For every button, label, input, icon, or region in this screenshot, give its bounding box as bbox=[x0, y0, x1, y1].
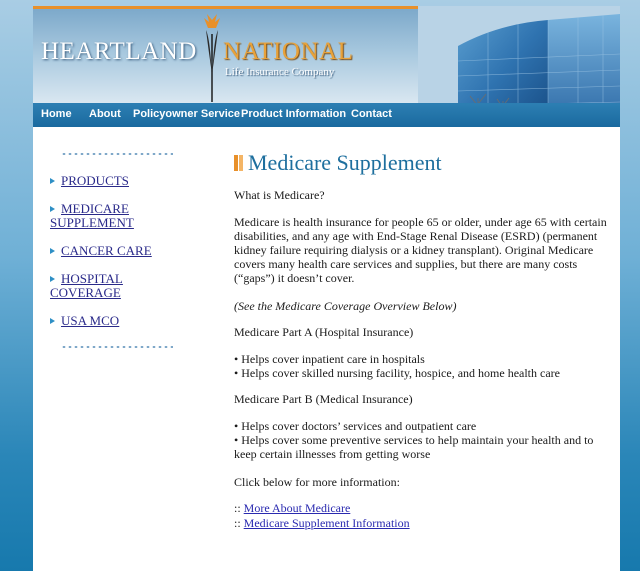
sidebar-item-cancer-care[interactable] bbox=[50, 244, 152, 258]
sidebar-item-label: MEDICARE SUPPLEMENT bbox=[50, 201, 134, 230]
nav-policyowner-service[interactable]: Policyowner Service bbox=[133, 108, 240, 120]
sidebar-item-label: HOSPITAL COVERAGE bbox=[50, 271, 123, 300]
nav-contact[interactable]: Contact bbox=[351, 108, 392, 120]
sidebar-item-hospital-coverage[interactable] bbox=[50, 272, 150, 300]
header-banner bbox=[33, 6, 620, 103]
office-building-image bbox=[418, 6, 620, 103]
nav-home[interactable]: Home bbox=[41, 108, 72, 120]
wheat-logo-icon bbox=[199, 14, 225, 103]
sidebar-item-medicare-supplement[interactable] bbox=[50, 202, 160, 230]
part-b-heading: Medicare Part B (Medical Insurance) bbox=[234, 392, 413, 406]
overview-note: (See the Medicare Coverage Overview Below) bbox=[234, 299, 457, 313]
click-below-text: Click below for more information: bbox=[234, 475, 400, 489]
more-about-medicare-link[interactable]: More About Medicare bbox=[243, 501, 351, 515]
page-title: Medicare Supplement bbox=[248, 150, 442, 175]
what-is-medicare-heading: What is Medicare? bbox=[234, 188, 325, 202]
arrow-bullet-icon bbox=[50, 178, 55, 184]
part-a-bullet: • Helps cover skilled nursing facility, hospice, and home health care bbox=[234, 366, 560, 380]
sidebar-divider-top bbox=[61, 153, 173, 155]
sidebar-item-label: PRODUCTS bbox=[61, 173, 129, 188]
more-info-link-row bbox=[234, 501, 610, 515]
sidebar-item-usa-mco[interactable] bbox=[50, 314, 119, 328]
nav-about[interactable]: About bbox=[89, 108, 121, 120]
brand-name-left: HEARTLAND bbox=[41, 38, 197, 65]
part-a-bullet: • Helps cover inpatient care in hospitals bbox=[234, 352, 425, 366]
brand-subtitle: Life Insurance Company bbox=[225, 66, 335, 78]
sidebar-item-label: CANCER CARE bbox=[61, 243, 152, 258]
part-a-heading: Medicare Part A (Hospital Insurance) bbox=[234, 325, 414, 339]
sidebar-divider-bottom bbox=[61, 346, 173, 348]
arrow-bullet-icon bbox=[50, 248, 55, 254]
part-b-bullet: • Helps cover doctors’ services and outpatient care bbox=[234, 419, 477, 433]
link-prefix: :: bbox=[234, 501, 241, 515]
intro-paragraph: Medicare is health insurance for people 65 or older, under age 65 with certain disabilities, and any age with End-Stage Renal Disease (ESRD) (permanent kidney failure requiring dialysis or a kidney transplant). Original Medicare covers many health care services and supplies, but there are many costs (“gaps”) it doesn’t cover. bbox=[234, 215, 607, 285]
nav-product-information[interactable]: Product Information bbox=[241, 108, 347, 120]
arrow-bullet-icon bbox=[50, 276, 55, 282]
part-b-bullet: • Helps cover some preventive services to help maintain your health and to keep certain illnesses from getting worse bbox=[234, 433, 594, 461]
link-prefix: :: bbox=[234, 516, 241, 530]
arrow-bullet-icon bbox=[50, 206, 55, 212]
medicare-supplement-info-link[interactable]: Medicare Supplement Information bbox=[243, 516, 410, 530]
title-accent-icon bbox=[234, 155, 244, 171]
more-info-link-row bbox=[234, 516, 610, 530]
main-nav bbox=[33, 103, 620, 127]
brand-name-right: NATIONAL bbox=[223, 38, 354, 65]
arrow-bullet-icon bbox=[50, 318, 55, 324]
page bbox=[33, 6, 620, 571]
sidebar-item-label: USA MCO bbox=[61, 313, 120, 328]
sidebar-item-products[interactable] bbox=[50, 174, 129, 188]
